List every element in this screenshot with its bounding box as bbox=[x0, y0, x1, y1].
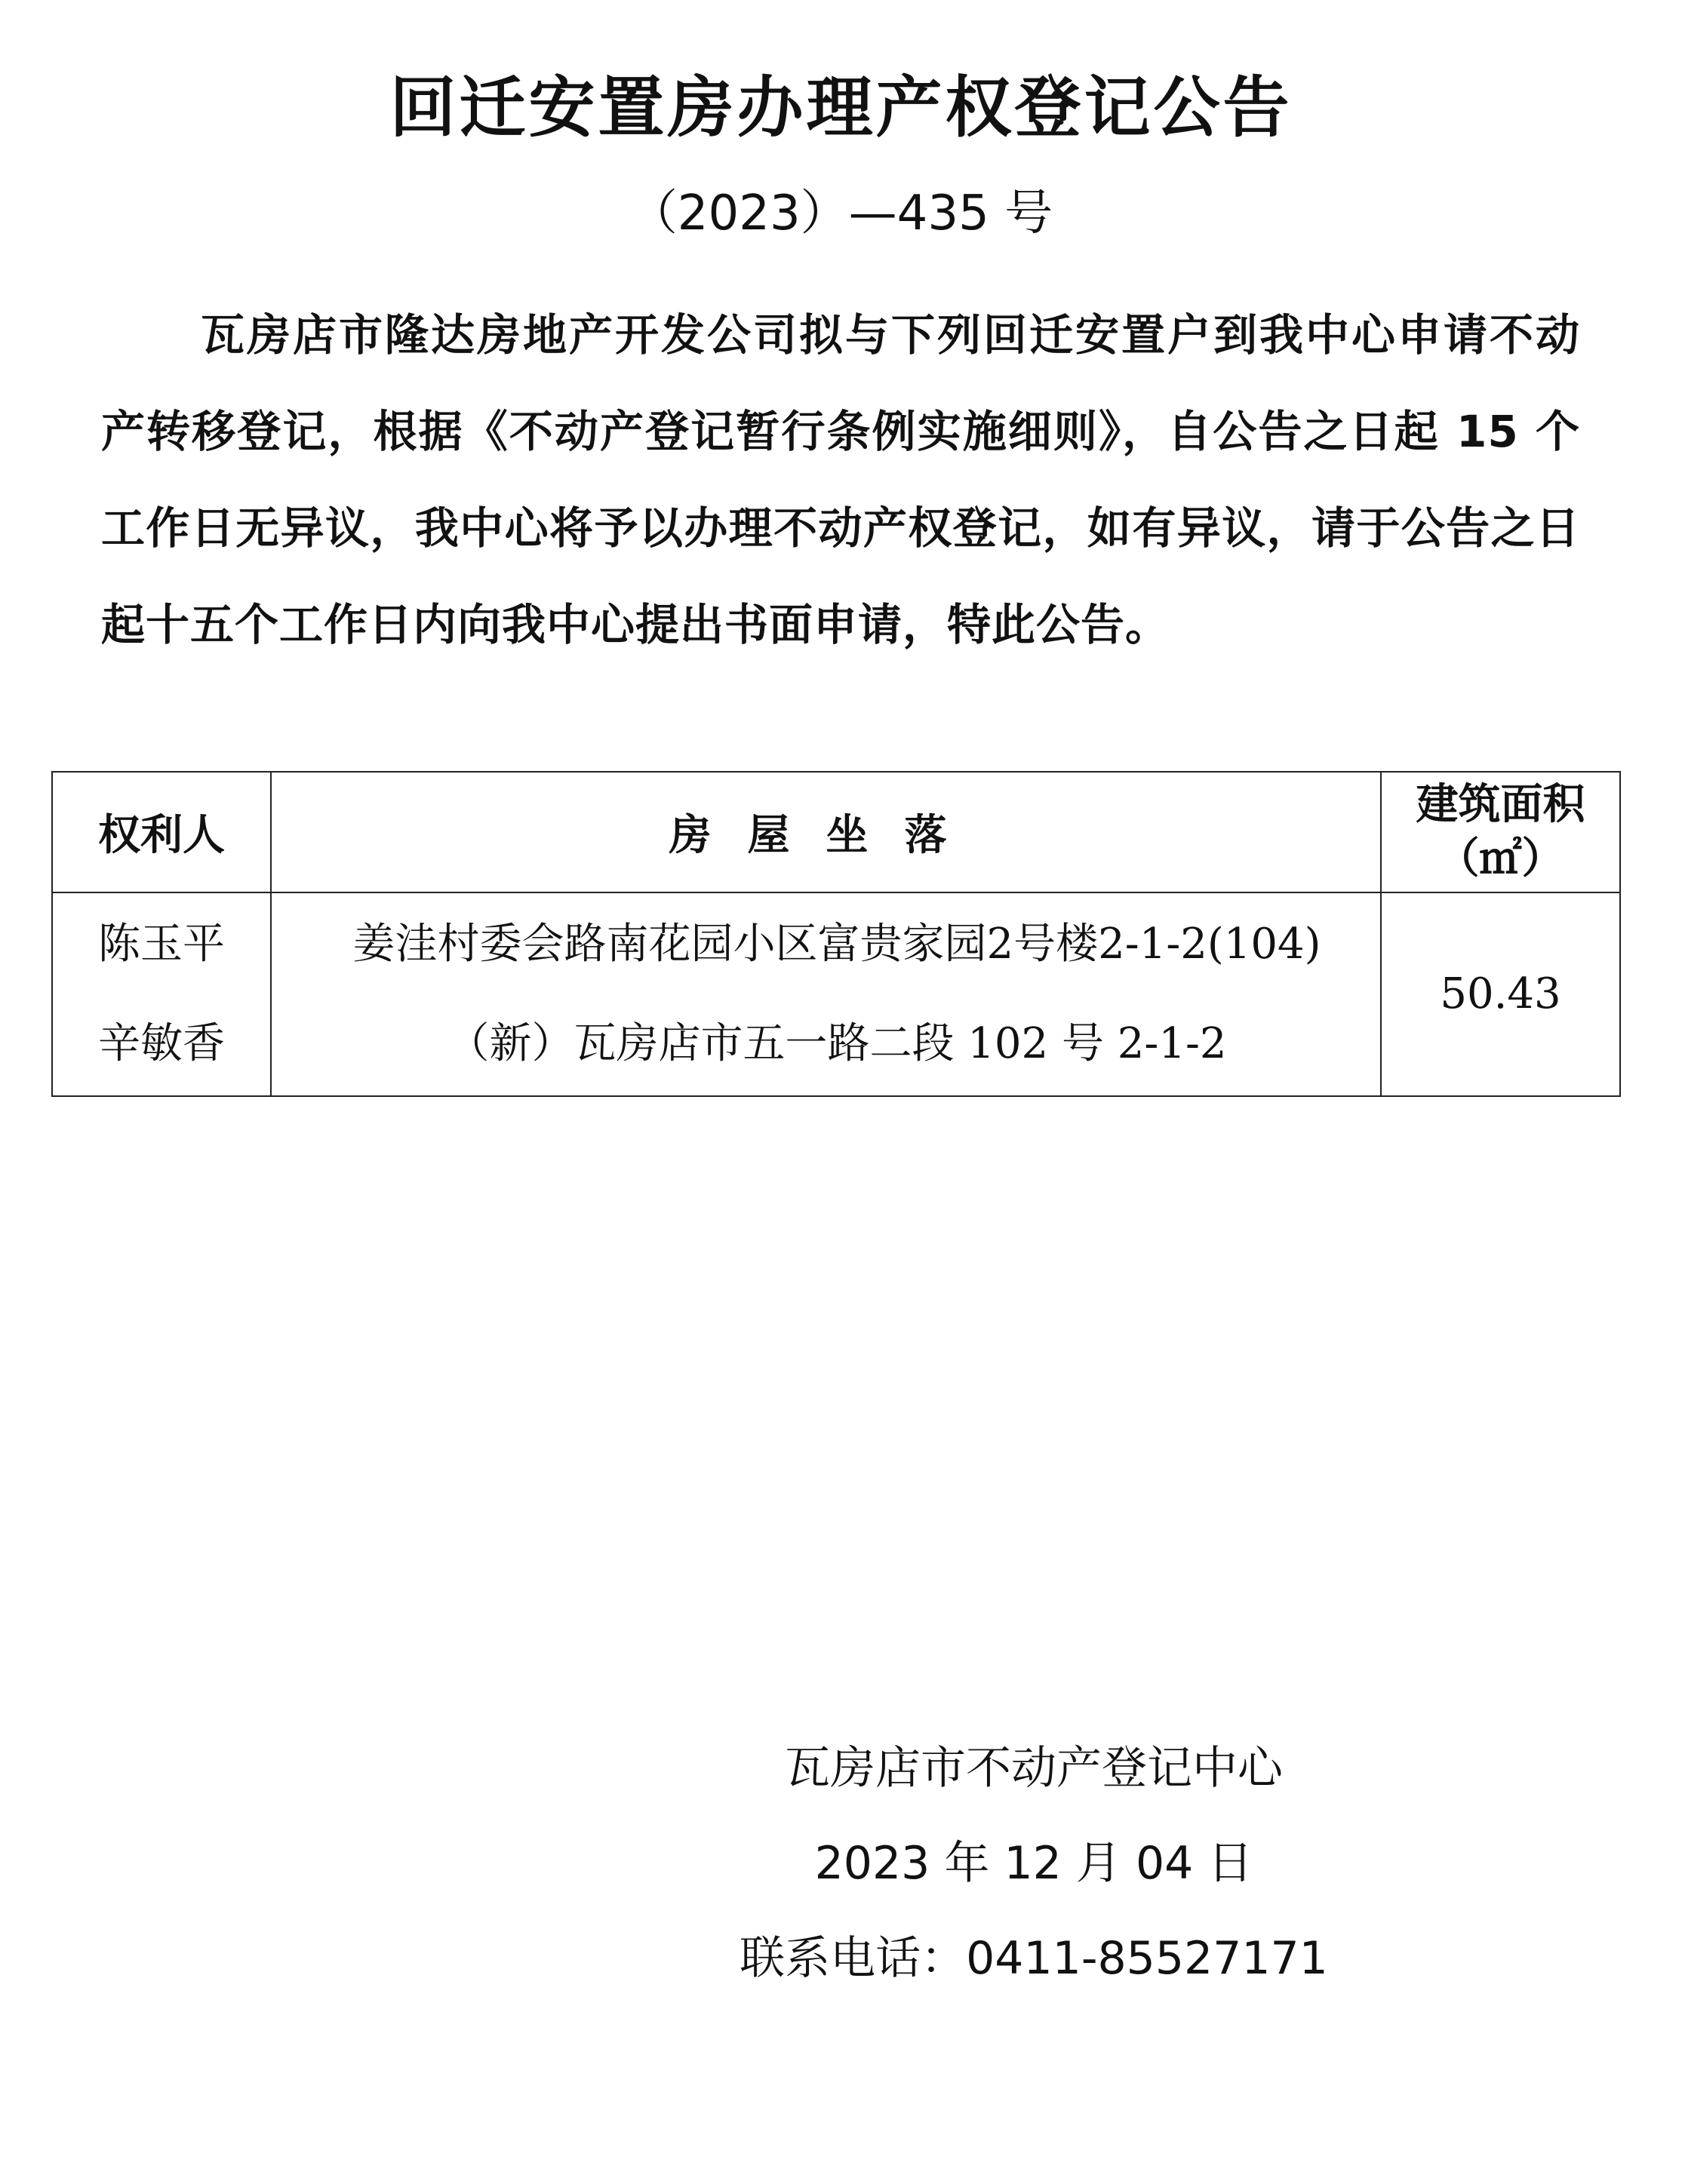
header-owner: 权利人 bbox=[52, 772, 271, 892]
owner-name: 辛敏香 bbox=[98, 1019, 225, 1068]
header-location: 房屋坐落 bbox=[271, 772, 1381, 892]
location-line: 姜洼村委会路南花园小区富贵家园2号楼2-1-2(104) bbox=[352, 920, 1321, 969]
notice-body: 瓦房店市隆达房地产开发公司拟与下列回迁安置户到我中心申请不动产转移登记，根据《不动产登记暂行条例实施细则》，自公告之日起 15 个工作日无异议，我中心将予以办理不动产权登记，如有异议，请于公告之日起十五个工作日内向我中心提出书面申请，特此公告。 bbox=[101, 309, 1580, 650]
header-area bbox=[1381, 772, 1620, 892]
notice-title: 回迁安置房办理产权登记公告 bbox=[389, 69, 1293, 146]
header-area-label: 建筑面积 bbox=[1416, 780, 1585, 829]
cell-location bbox=[271, 892, 1381, 1096]
cell-area: 50.43 bbox=[1381, 892, 1620, 1096]
notice-number: （2023）—435 号 bbox=[629, 186, 1053, 241]
issue-date: 2023 年 12 月 04 日 bbox=[814, 1837, 1253, 1890]
contact-phone: 联系电话：0411-85527171 bbox=[740, 1932, 1328, 1985]
header-area-unit: （㎡） bbox=[1437, 834, 1564, 883]
table-header-row bbox=[52, 772, 1620, 892]
issuing-organization: 瓦房店市不动产登记中心 bbox=[785, 1742, 1283, 1795]
records-table bbox=[51, 771, 1621, 1097]
owner-name: 陈玉平 bbox=[98, 920, 225, 969]
table-row bbox=[52, 892, 1620, 1096]
location-line: （新）瓦房店市五一路二段 102 号 2-1-2 bbox=[447, 1019, 1227, 1068]
cell-owner bbox=[52, 892, 271, 1096]
